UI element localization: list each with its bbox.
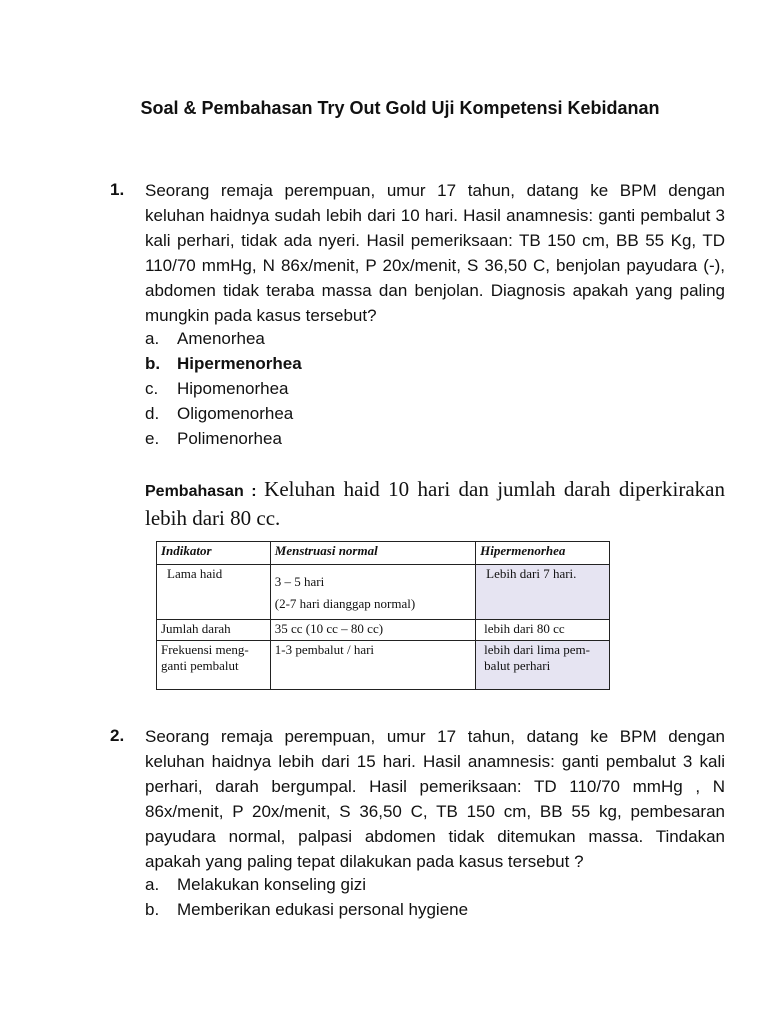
option-letter: c.: [145, 379, 159, 398]
option-b-correct[interactable]: [145, 351, 725, 376]
table-cell: Jumlah darah: [157, 620, 271, 641]
table-cell: lebih dari 80 cc: [476, 620, 610, 641]
table-row: [157, 565, 610, 620]
question-2-number: 2.: [110, 726, 125, 745]
question-2-options: [145, 872, 725, 922]
table-header: Indikator: [157, 542, 271, 565]
option-text: Oligomenorhea: [177, 404, 294, 423]
discussion-label: Pembahasan: [145, 483, 244, 500]
option-c[interactable]: [145, 376, 725, 401]
discussion: [145, 476, 725, 532]
option-text: Melakukan konseling gizi: [177, 875, 366, 894]
question-1-number: 1.: [110, 180, 125, 199]
question-1-options: [145, 326, 725, 451]
option-a[interactable]: [145, 872, 725, 897]
table-cell: 1-3 pembalut / hari: [270, 641, 475, 690]
table-cell: [270, 565, 475, 620]
option-b[interactable]: [145, 897, 725, 922]
table-cell: Lama haid: [157, 565, 271, 620]
option-text: Amenorhea: [177, 329, 265, 348]
page-title: Soal & Pembahasan Try Out Gold Uji Kompetensi Kebidanan: [140, 98, 660, 118]
table-row: [157, 620, 610, 641]
option-text: Hipermenorhea: [177, 354, 302, 373]
comparison-table: [156, 541, 610, 690]
cell-value: 3 – 5 hari: [274, 574, 325, 589]
discussion-separator: :: [243, 483, 265, 500]
option-letter: e.: [145, 429, 160, 448]
discussion-text: Keluhan haid 10 hari dan jumlah darah diperkirakan lebih dari 80 cc.: [145, 477, 726, 530]
table-row: [157, 641, 610, 690]
option-e[interactable]: [145, 426, 725, 451]
table-cell: Lebih dari 7 hari.: [476, 565, 610, 620]
table-header: Hipermenorhea: [476, 542, 610, 565]
question-1-text: Seorang remaja perempuan, umur 17 tahun, datang ke BPM dengan keluhan haidnya sudah lebih dari 10 hari. Hasil anamnesis: ganti pembalut 3 kali perhari, tidak ada nyeri. Hasil pemeriksaan: TB 150 cm, BB 55 Kg, TD 110/70 mmHg, N 86x/menit, P 20x/menit, S 36,50 C, benjolan payudara (-), abdomen tidak teraba massa dan benjolan. Diagnosis apakah yang paling mungkin pada kasus tersebut?: [145, 181, 725, 325]
option-text: Hipomenorhea: [177, 379, 289, 398]
option-letter: b.: [145, 354, 161, 373]
option-text: Polimenorhea: [177, 429, 282, 448]
option-letter: a.: [145, 329, 160, 348]
option-letter: a.: [145, 875, 160, 894]
option-a[interactable]: [145, 326, 725, 351]
table-cell: Frekuensi meng-ganti pembalut: [157, 641, 271, 690]
table-header: Menstruasi normal: [270, 542, 475, 565]
question-2-text: Seorang remaja perempuan, umur 17 tahun, datang ke BPM dengan keluhan haidnya lebih dari 15 hari. Hasil anamnesis: ganti pembalut 3 kali perhari, darah bergumpal. Hasil pemeriksaan: TD 110/70 mmHg , N 86x/menit, P 20x/menit, S 36,50 C, TB 150 cm, BB 55 kg, pembesaran payudara normal, palpasi abdomen tidak ditemukan massa. Tindakan apakah yang paling tepat dilakukan pada kasus tersebut ?: [145, 727, 725, 871]
table-cell: lebih dari lima pem-balut perhari: [476, 641, 610, 690]
option-letter: d.: [145, 404, 160, 423]
option-d[interactable]: [145, 401, 725, 426]
table-cell: 35 cc (10 cc – 80 cc): [270, 620, 475, 641]
option-text: Memberikan edukasi personal hygiene: [177, 900, 469, 919]
option-letter: b.: [145, 900, 160, 919]
cell-note: (2-7 hari dianggap normal): [274, 596, 416, 611]
table-header-row: [157, 542, 610, 565]
